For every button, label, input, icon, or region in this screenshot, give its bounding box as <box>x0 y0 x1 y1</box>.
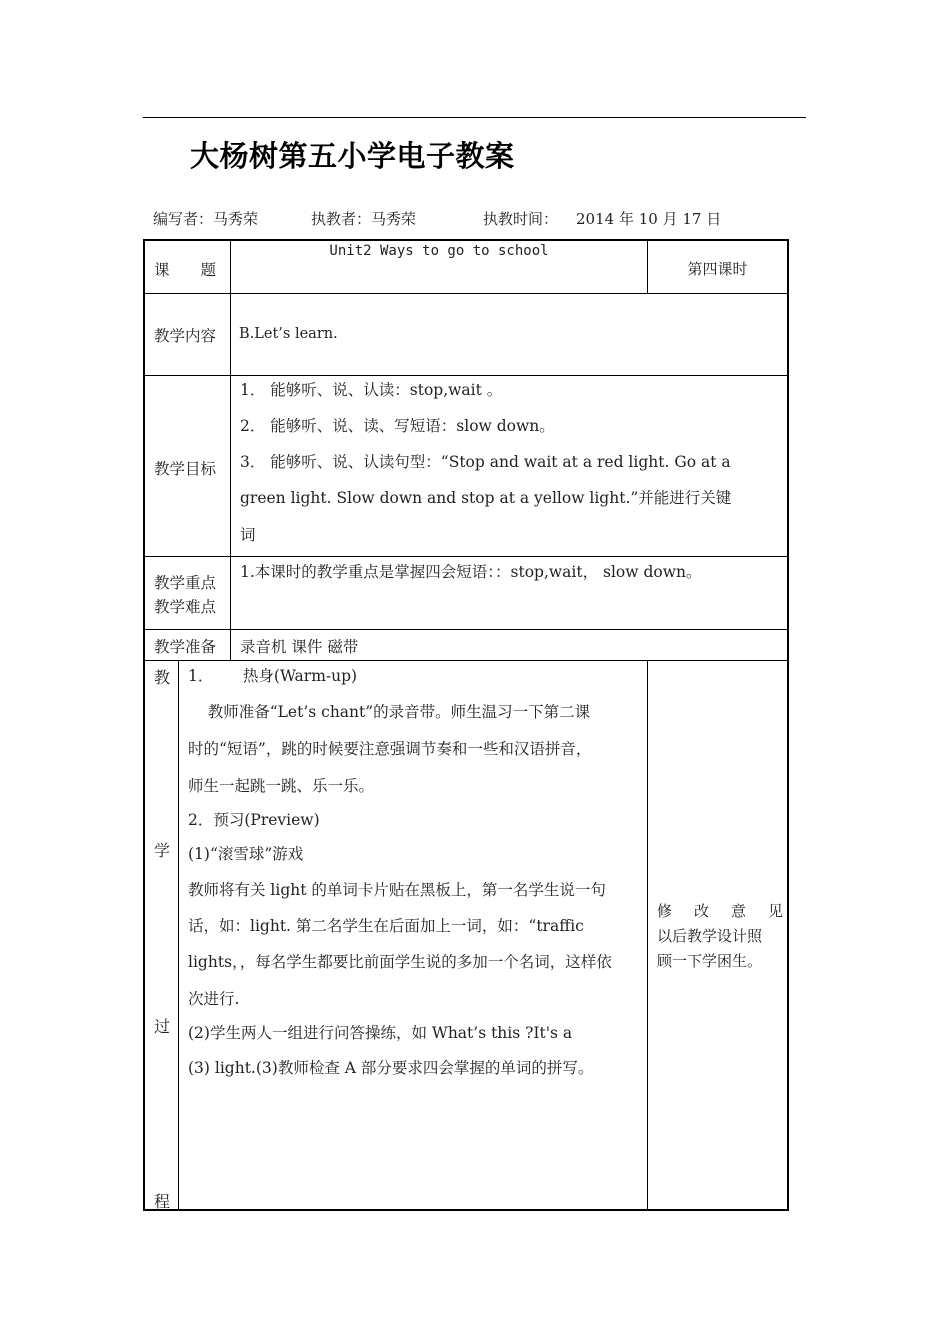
remark-char: 意 <box>730 902 746 920</box>
top-rule <box>143 117 806 118</box>
process-line: lights，，每名学生都要比前面学生说的多加一个名词，这样依 <box>188 953 612 971</box>
date-label: 执教时间： <box>483 210 559 228</box>
content-label: 教学内容 <box>154 327 217 345</box>
difficulty-label: 教学难点 <box>154 598 217 616</box>
goal-line: 2． 能够听、说、读、写短语：slow down。 <box>240 417 555 435</box>
prep-label: 教学准备 <box>154 638 217 656</box>
process-line: (2)学生两人一组进行问答操练，如 What’s this ?It's a <box>188 1024 573 1042</box>
process-line: 话，如：light. 第二名学生在后面加上一词，如：“traffic <box>188 917 584 935</box>
row-divider <box>145 293 787 294</box>
remark-char: 修 <box>657 902 673 920</box>
remark-char: 改 <box>693 902 709 920</box>
prep-value: 录音机 课件 磁带 <box>240 638 359 656</box>
goal-line: 词 <box>240 526 256 544</box>
row-divider <box>145 375 787 376</box>
process-line: (1)“滚雪球”游戏 <box>188 845 304 863</box>
goal-line: 1． 能够听、说、认读：stop,wait 。 <box>240 381 503 399</box>
row-divider <box>145 629 787 630</box>
process-label-divider <box>178 660 179 1209</box>
row-divider <box>145 660 787 661</box>
period-value: 第四课时 <box>687 260 748 278</box>
process-line: 师生一起跳一跳、乐一乐。 <box>188 777 375 795</box>
revision-remark <box>657 899 783 974</box>
keypoint-label: 教学重点 <box>154 574 217 592</box>
remark-heading <box>657 899 783 924</box>
lesson-plan-table <box>143 239 789 1211</box>
keypoint-value: 1.本课时的教学重点是掌握四会短语：：stop,wait， slow down。 <box>240 563 702 581</box>
process-line: (3) light.(3)教师检查 A 部分要求四会掌握的单词的拼写。 <box>188 1059 594 1077</box>
process-line: 教师将有关 light 的单词卡片贴在黑板上，第一名学生说一句 <box>188 881 606 899</box>
process-label-char: 教 <box>154 668 171 687</box>
remark-column-divider <box>647 660 648 1209</box>
content-value: B.Let’s learn. <box>239 326 338 342</box>
remark-line: 顾一下学困生。 <box>657 952 763 970</box>
document-title: 大杨树第五小学电子教案 <box>190 139 515 173</box>
process-label-char: 学 <box>154 841 171 860</box>
process-label-char: 过 <box>154 1017 171 1036</box>
remark-char: 见 <box>767 902 783 920</box>
process-line: 1． 热身(Warm-up) <box>188 667 358 685</box>
goal-line: green light. Slow down and stop at a yellow light.”并能进行关键 <box>240 489 732 507</box>
process-line: 2．预习(Preview) <box>188 811 320 829</box>
label-column-divider <box>230 241 231 660</box>
teacher-label: 执教者：马秀荣 <box>311 210 417 228</box>
goals-label: 教学目标 <box>154 460 217 478</box>
date-value: 2014 年 10 月 17 日 <box>576 210 722 228</box>
process-label-char: 程 <box>154 1192 171 1211</box>
row-divider <box>145 556 787 557</box>
process-line: 时的“短语”，跳的时候要注意强调节奏和一些和汉语拼音， <box>188 740 592 758</box>
process-line: 教师准备“Let’s chant”的录音带。师生温习一下第二课 <box>188 703 591 721</box>
process-line: 次进行. <box>188 990 240 1008</box>
topic-value: Unit2 Ways to go to school <box>329 243 549 259</box>
remark-line: 以后教学设计照 <box>657 927 763 945</box>
topic-label: 课 题 <box>154 261 217 279</box>
author-label: 编写者：马秀荣 <box>153 210 259 228</box>
goal-line: 3． 能够听、说、认读句型：“Stop and wait at a red light. Go at a <box>240 453 731 471</box>
